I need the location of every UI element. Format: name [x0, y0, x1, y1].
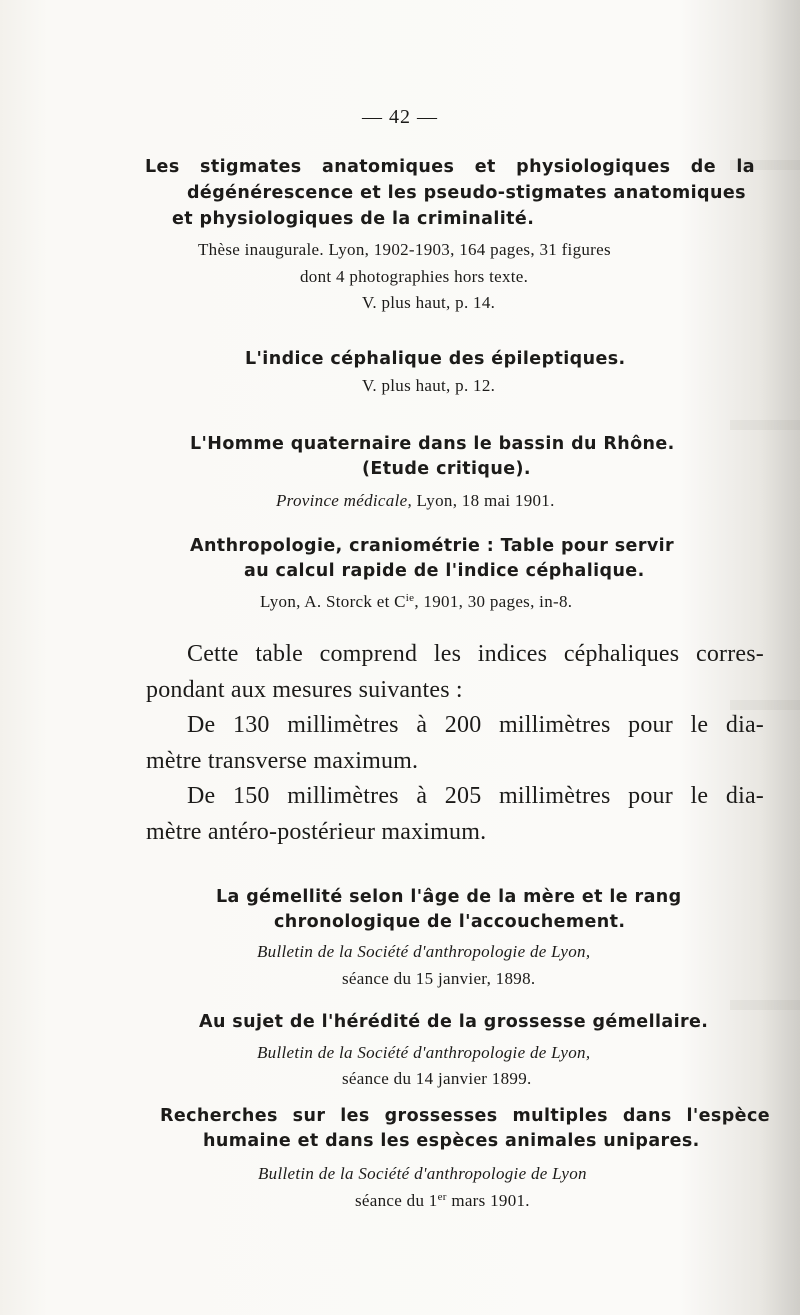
- entry-title-line: Anthropologie, craniométrie : Table pour servir: [190, 536, 675, 556]
- entry-title-line: et physiologiques de la criminalité.: [172, 209, 535, 229]
- entry-title-line: L'Homme quaternaire dans le bassin du Rhône.: [190, 434, 675, 454]
- body-line: De 150 millimètres à 205 millimètres pour le dia-: [187, 783, 764, 809]
- detail-superscript: ie: [405, 592, 415, 604]
- entry-title-line: au calcul rapide de l'indice céphalique.: [244, 561, 645, 581]
- entry-source: [276, 491, 555, 511]
- show-through-shade: [730, 420, 800, 430]
- entry-title-line: dégénérescence et les pseudo-stigmates anatomiques: [187, 183, 746, 203]
- entry-source: Bulletin de la Société d'anthropologie de Lyon,: [257, 1043, 591, 1062]
- body-line: pondant aux mesures suivantes :: [146, 677, 463, 703]
- date-superscript: er: [437, 1191, 447, 1203]
- entry-date: [355, 1191, 530, 1211]
- entry-date: séance du 15 janvier, 1898.: [342, 969, 536, 988]
- entry-title-line: Les stigmates anatomiques et physiologiques de la: [145, 157, 755, 177]
- entry-detail: [260, 592, 572, 612]
- body-line: Cette table comprend les indices céphaliques corres-: [187, 641, 764, 667]
- entry-title-line: (Etude critique).: [362, 459, 531, 479]
- entry-detail-line: Thèse inaugurale. Lyon, 1902-1903, 164 pages, 31 figures: [198, 240, 611, 259]
- show-through-shade: [730, 1000, 800, 1010]
- entry-source: Bulletin de la Société d'anthropologie de Lyon: [258, 1164, 587, 1183]
- entry-title-line: La gémellité selon l'âge de la mère et le rang: [216, 887, 682, 907]
- entry-detail-line: V. plus haut, p. 14.: [362, 293, 496, 312]
- page-number: — 42 —: [362, 106, 438, 128]
- entry-title-line: Recherches sur les grossesses multiples dans l'espèce: [160, 1106, 770, 1126]
- entry-title-line: humaine et dans les espèces animales unipares.: [203, 1131, 700, 1151]
- entry-detail: V. plus haut, p. 12.: [362, 376, 496, 395]
- entry-title: Au sujet de l'hérédité de la grossesse gémellaire.: [199, 1012, 709, 1032]
- entry-title-line: chronologique de l'accouchement.: [274, 912, 626, 932]
- detail-text: Lyon, A. Storck et C: [260, 592, 406, 611]
- entry-date: séance du 14 janvier 1899.: [342, 1069, 532, 1088]
- body-line: De 130 millimètres à 200 millimètres pour le dia-: [187, 712, 764, 738]
- show-through-shade: [730, 700, 800, 710]
- date-text: séance du 1: [355, 1191, 438, 1210]
- body-line: mètre transverse maximum.: [146, 748, 419, 774]
- body-line: mètre antéro-postérieur maximum.: [146, 819, 487, 845]
- date-text: mars 1901.: [446, 1191, 530, 1210]
- detail-text: , 1901, 30 pages, in-8.: [414, 592, 573, 611]
- entry-detail-line: dont 4 photographies hors texte.: [300, 267, 529, 286]
- entry-source: Bulletin de la Société d'anthropologie de Lyon,: [257, 942, 591, 961]
- journal-title: Province médicale,: [276, 491, 412, 510]
- entry-title: L'indice céphalique des épileptiques.: [245, 349, 626, 369]
- source-details: Lyon, 18 mai 1901.: [412, 491, 555, 510]
